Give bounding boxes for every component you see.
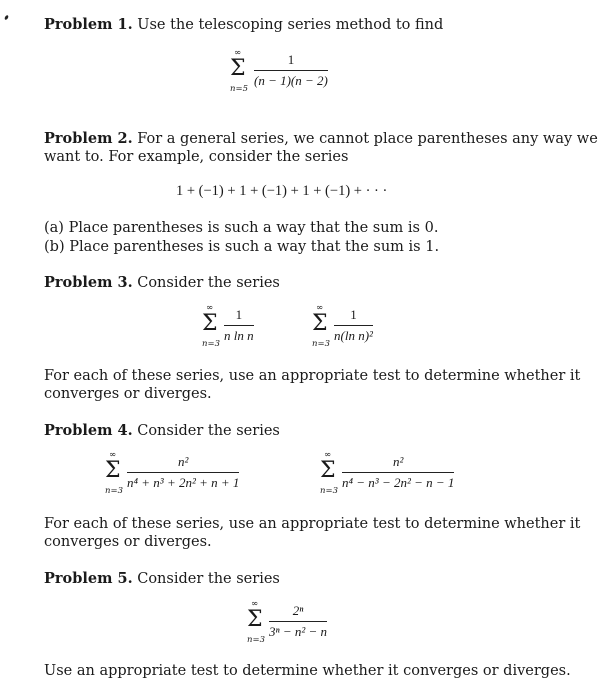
problem-5-follow: Use an appropriate test to determine whether it converges or diverges. <box>44 663 571 679</box>
series-fraction <box>127 454 239 491</box>
problem-3-statement <box>44 274 280 292</box>
fraction-numerator: n² <box>178 454 189 469</box>
fraction-numerator: 2ⁿ <box>292 603 304 618</box>
problem-3-follow: For each of these series, use an appropriate test to determine whether it <box>44 368 581 384</box>
fraction-denominator: 3ⁿ − n² − n <box>269 624 328 639</box>
fraction-numerator: 1 <box>287 52 295 67</box>
fraction-denominator: n⁴ + n³ + 2n² + n + 1 <box>127 475 240 490</box>
problem-2-part-b: (b) Place parentheses is such a way that the sum is 1. <box>44 239 440 255</box>
problem-3-follow-2: converges or diverges. <box>44 386 212 402</box>
sigma-symbol: Σ <box>230 56 246 81</box>
problem-4-follow: For each of these series, use an appropriate test to determine whether it <box>44 516 581 532</box>
problem-3-label: Problem 3. <box>44 274 133 291</box>
problem-2-label: Problem 2. <box>44 130 133 147</box>
problem-1-text: Use the telescoping series method to find <box>137 17 444 33</box>
fraction-denominator: n⁴ − n³ − 2n² − n − 1 <box>342 475 455 490</box>
problem-5-statement <box>44 570 280 588</box>
margin-mark <box>4 15 9 21</box>
series-fraction <box>342 454 454 491</box>
series-fraction <box>334 307 373 344</box>
problem-4-text: Consider the series <box>137 423 280 439</box>
sum-upper-limit: ∞ <box>109 450 117 460</box>
sum-lower-limit: n=3 <box>320 486 339 496</box>
sum-lower-limit: n=3 <box>202 339 221 349</box>
problem-1-label: Problem 1. <box>44 16 133 33</box>
sum-lower-limit: n=3 <box>247 635 266 645</box>
sum-upper-limit: ∞ <box>251 599 259 609</box>
sigma-symbol: Σ <box>105 458 121 483</box>
problem-4-follow-2: converges or diverges. <box>44 534 212 550</box>
fraction-denominator: n(ln n)² <box>334 328 373 343</box>
fraction-denominator: n ln n <box>224 328 254 343</box>
problem-4-statement <box>44 422 280 440</box>
problem-1-statement <box>44 16 443 34</box>
sigma-symbol: Σ <box>247 607 263 632</box>
problem-5-text: Consider the series <box>137 571 280 587</box>
fraction-numerator: n² <box>393 454 404 469</box>
series-fraction <box>269 603 327 640</box>
fraction-numerator: 1 <box>350 307 357 322</box>
problem-2-text: For a general series, we cannot place parentheses any way we <box>137 131 598 147</box>
sum-lower-limit: n=3 <box>105 486 124 496</box>
sigma-symbol: Σ <box>312 311 328 336</box>
sum-upper-limit: ∞ <box>316 303 324 313</box>
problem-2-part-a: (a) Place parentheses is such a way that the sum is 0. <box>44 220 439 236</box>
series-fraction <box>224 307 254 344</box>
sum-lower-limit: n=3 <box>312 339 331 349</box>
problem-3-text: Consider the series <box>137 275 280 291</box>
problem-2-statement <box>44 130 598 148</box>
sum-lower-limit: n=5 <box>230 84 249 94</box>
series-fraction <box>254 52 328 89</box>
fraction-denominator: (n − 1)(n − 2) <box>254 73 328 88</box>
sum-upper-limit: ∞ <box>234 48 242 58</box>
problem-4-label: Problem 4. <box>44 422 133 439</box>
sum-upper-limit: ∞ <box>324 450 332 460</box>
fraction-numerator: 1 <box>235 307 243 322</box>
problem-2-expression: 1 + (−1) + 1 + (−1) + 1 + (−1) + · · · <box>176 183 388 199</box>
sum-upper-limit: ∞ <box>206 303 214 313</box>
sigma-symbol: Σ <box>202 311 218 336</box>
problem-5-label: Problem 5. <box>44 570 133 587</box>
problem-2-text-2: want to. For example, consider the series <box>44 149 349 165</box>
sigma-symbol: Σ <box>320 458 336 483</box>
